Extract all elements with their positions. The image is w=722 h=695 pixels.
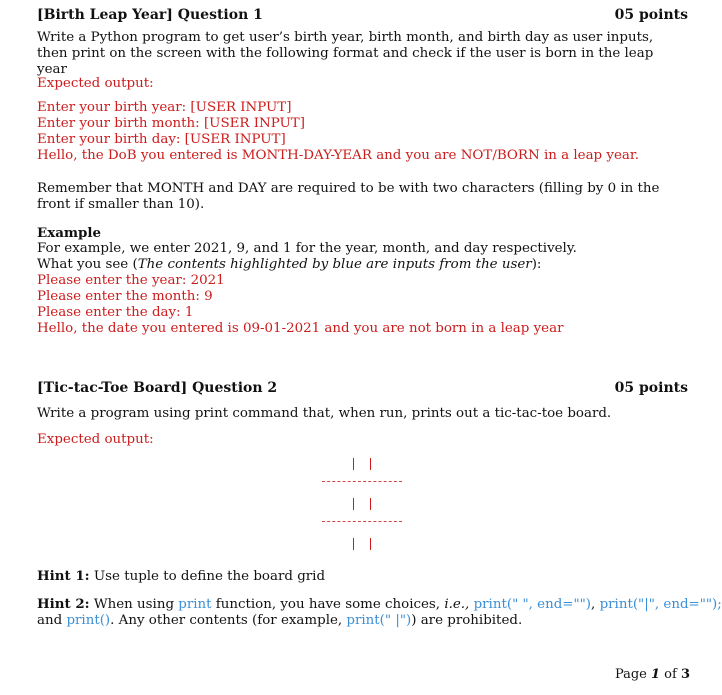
example-what-prefix: What you see (	[37, 257, 138, 272]
q1-expected-label: Expected output:	[37, 76, 154, 91]
board-cell-separator	[370, 458, 371, 470]
hint2-code-1: print(" ", end="")	[473, 597, 592, 612]
hint2-and: and	[37, 613, 67, 628]
hint2-mid: function, you have some choices,	[211, 597, 445, 612]
q1-output-line: Hello, the DoB you entered is MONTH-DAY-YEAR and you are NOT/BORN in a leap year.	[37, 148, 640, 163]
hint2-comma: ,	[591, 597, 600, 612]
page-total: 3	[680, 667, 690, 682]
board-cell-separator	[353, 538, 354, 550]
example-title: Example	[37, 225, 102, 241]
hint1-label: Hint 1:	[37, 568, 90, 584]
example-output-line: Please enter the day: 1	[37, 305, 194, 320]
example-what-italic: The contents highlighted by blue are inputs from the user	[137, 257, 532, 272]
page-number: 1	[651, 667, 661, 682]
board-cell-separator	[370, 498, 371, 510]
board-dash-line	[322, 521, 402, 522]
hint2-print-keyword: print	[178, 597, 212, 612]
hint2-label: Hint 2:	[37, 596, 90, 612]
q1-example	[37, 225, 687, 337]
board-dash-line	[322, 481, 402, 482]
example-output-line: Please enter the month: 9	[37, 289, 213, 304]
board-row-separator	[320, 474, 404, 491]
hint2-code-2: print("|", end="");	[599, 597, 722, 612]
hint2-code-4: print(" |")	[346, 613, 412, 628]
board-cell-separator	[353, 498, 354, 510]
page-of: of	[660, 667, 681, 682]
example-what-suffix: ):	[531, 257, 542, 272]
board-row	[320, 537, 404, 554]
q1-output-line: Enter your birth day: [USER INPUT]	[37, 132, 286, 147]
q1-title: [Birth Leap Year] Question 1	[37, 7, 263, 23]
board-cell-separator	[370, 538, 371, 550]
hint2-ie: i.e.,	[444, 597, 470, 612]
hint2-prefix: When using	[89, 597, 179, 612]
q1-expected-output	[37, 100, 687, 164]
hint1-text: Use tuple to define the board grid	[89, 569, 326, 584]
hint2-rest-2: ) are prohibited.	[411, 613, 523, 628]
hint2-rest-1: . Any other contents (for example,	[110, 613, 347, 628]
q2-title: [Tic-tac-Toe Board] Question 2	[37, 380, 278, 396]
board-cell-separator	[353, 458, 354, 470]
hint2-code-3: print()	[66, 613, 111, 628]
example-line: For example, we enter 2021, 9, and 1 for the year, month, and day respectively.	[37, 241, 577, 256]
q2-expected-label: Expected output:	[37, 432, 154, 447]
q1-description: Write a Python program to get user’s birth year, birth month, and birth day as user inputs, then print on the screen with the following format and check if the user is born in the leap year	[37, 30, 654, 77]
board-row	[320, 457, 404, 474]
hint-2	[37, 596, 722, 629]
board-row-separator	[320, 514, 404, 531]
page-footer	[615, 667, 690, 683]
board-row	[320, 497, 404, 514]
q1-points: 05 points	[614, 7, 688, 23]
hint-1	[37, 568, 687, 585]
page-prefix: Page	[614, 667, 651, 682]
example-output-line: Please enter the year: 2021	[37, 273, 225, 288]
q2-description: Write a program using print command that, when run, prints out a tic-tac-toe board.	[37, 406, 612, 421]
q1-header	[37, 7, 688, 23]
tic-tac-toe-board	[320, 457, 404, 554]
q1-remember-note: Remember that MONTH and DAY are required to be with two characters (filling by 0 in the front if smaller than 10).	[37, 181, 660, 212]
example-what-you-see	[37, 257, 687, 273]
q2-header	[37, 380, 688, 396]
q2-points: 05 points	[614, 380, 688, 396]
q1-output-line: Enter your birth month: [USER INPUT]	[37, 116, 305, 131]
example-output-line: Hello, the date you entered is 09-01-2021 and you are not born in a leap year	[37, 321, 564, 336]
q1-output-line: Enter your birth year: [USER INPUT]	[37, 100, 292, 115]
